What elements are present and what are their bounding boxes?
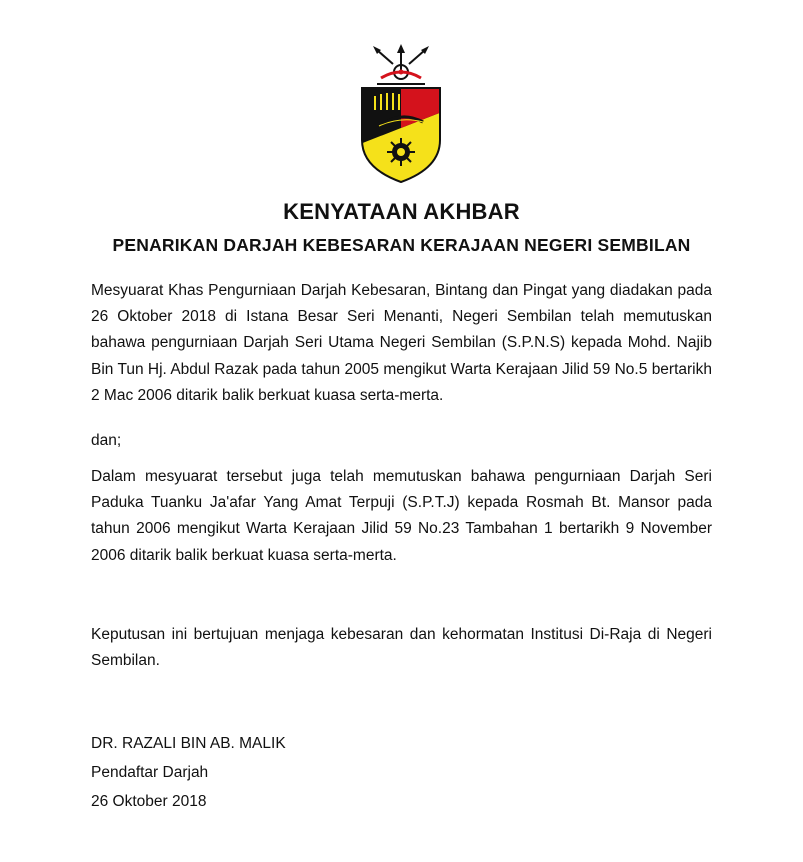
page-subtitle: PENARIKAN DARJAH KEBESARAN KERAJAAN NEGERI SEMBILAN: [112, 235, 691, 255]
paragraph-1: Mesyuarat Khas Pengurniaan Darjah Kebesaran, Bintang dan Pingat yang diadakan pada 26 Oktober 2018 di Istana Besar Seri Menanti, Negeri Sembilan telah memutuskan bahawa pengurniaan Darjah Seri Utama Negeri Sembilan (S.P.N.S) kepada Mohd. Najib Bin Tun Hj. Abdul Razak pada tahun 2005 mengikut Warta Kerajaan Jilid 59 No.5 bertarikh 2 Mac 2006 ditarik balik berkuat kuasa serta-merta.: [91, 282, 712, 404]
signature-date: 26 Oktober 2018: [91, 793, 207, 810]
negeri-sembilan-crest-icon: [355, 44, 447, 184]
connector-text: dan;: [91, 432, 122, 449]
signature-block: [91, 729, 286, 816]
signatory-position: Pendaftar Darjah: [91, 764, 209, 781]
signatory-name: DR. RAZALI BIN AB. MALIK: [91, 735, 286, 752]
page-title: KENYATAAN AKHBAR: [283, 199, 520, 224]
paragraph-2: Dalam mesyuarat tersebut juga telah memutuskan bahawa pengurniaan Darjah Seri Paduka Tuanku Ja'afar Yang Amat Terpuji (S.P.T.J) kepada Rosmah Bt. Mansor pada tahun 2006 mengikut Warta Kerajaan Jilid 59 No.23 Tambahan 1 bertarikh 9 November 2006 ditarik balik berkuat kuasa serta-merta.: [91, 468, 712, 564]
paragraph-3: Keputusan ini bertujuan menjaga kebesaran dan kehormatan Institusi Di-Raja di Negeri Sembilan.: [91, 626, 712, 670]
